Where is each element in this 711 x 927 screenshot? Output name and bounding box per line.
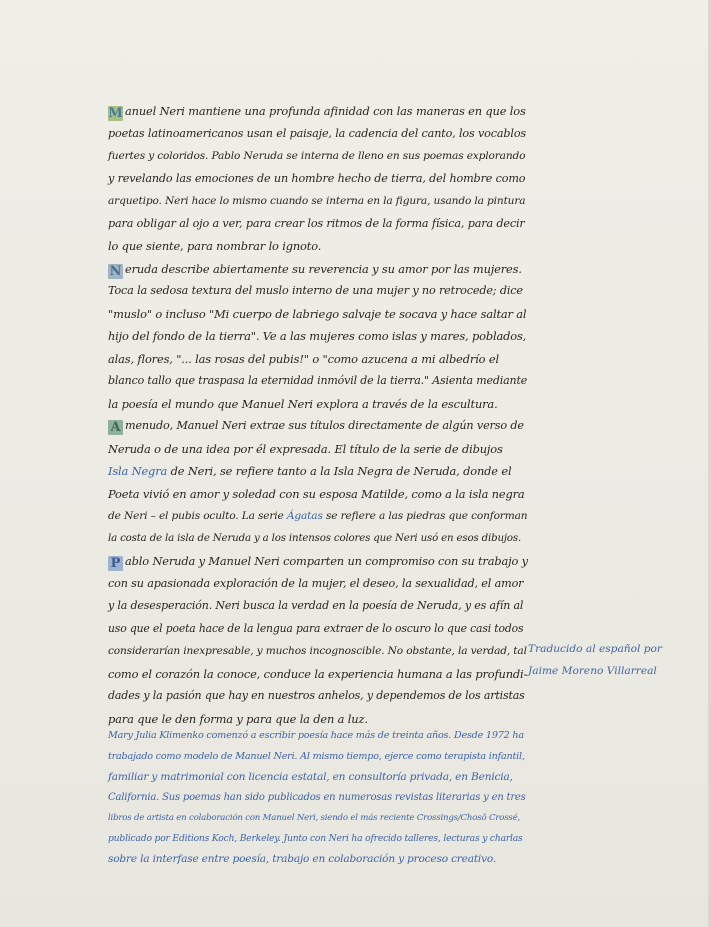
translator-name: Jaime Moreno Villarreal <box>528 665 657 677</box>
bio-line: Mary Julia Klimenko comenzó a escribir poesía hace más de treinta años. Desde 1972 ha <box>108 730 524 741</box>
essay-text: eruda describe abiertamente su reverencia y su amor por las mujeres. <box>125 261 522 276</box>
essay-line <box>108 550 528 573</box>
essay-line <box>108 258 528 281</box>
illuminated-initial-n: N <box>109 263 122 279</box>
essay-line: para obligar al ojo a ver, para crear los ritmos de la forma física, para decir <box>108 216 525 230</box>
essay-line: para que le den forma y para que la den a luz. <box>108 711 368 726</box>
essay-line <box>108 415 528 438</box>
essay-text: se refiere a las piedras que conforman <box>322 510 528 522</box>
essay-text: menudo, Manuel Neri extrae sus títulos directamente de algún verso de <box>125 419 524 432</box>
illuminated-initial-m: M <box>108 106 123 121</box>
bio-line: familiar y matrimonial con licencia estatal, en consultoría privada, en Benicia, <box>108 771 513 783</box>
essay-line: con su apasionada exploración de la mujer, el deseo, la sexualidad, el amor <box>108 576 524 590</box>
bio-text: libros de artista en colaboración con Manuel Neri, siendo el más reciente <box>108 813 415 823</box>
main-essay <box>108 100 528 730</box>
translation-credit-line: Traducido al español por <box>528 643 662 655</box>
essay-line: la costa de la isla de Neruda y a los intensos colores que Neri usó en esos dibujos. <box>108 532 522 544</box>
bio-line: trabajado como modelo de Manuel Neri. Al mismo tiempo, ejerce como terapista infantil, <box>108 750 525 762</box>
essay-line: Neruda o de una idea por él expresada. El título de la serie de dibujos <box>108 441 503 456</box>
essay-line: arquetipo. Neri hace lo mismo cuando se interna en la figura, usando la pintura <box>108 195 526 207</box>
essay-text: ablo Neruda y Manuel Neri comparten un compromiso con su trabajo y <box>125 554 528 568</box>
essay-text: anuel Neri mantiene una profunda afinidad con las maneras en que los <box>125 104 526 118</box>
essay-line: hijo del fondo de la tierra". Ve a las mujeres como islas y mares, poblados, <box>108 329 527 343</box>
bio-line: sobre la interfase entre poesía, trabajo en colaboración y proceso creativo. <box>108 853 497 865</box>
essay-line: la poesía el mundo que Manuel Neri explora a través de la escultura. <box>108 396 498 411</box>
essay-line: considerarían inexpresable, y muchos incognoscible. No obstante, la verdad, tal <box>108 645 527 657</box>
essay-line: lo que siente, para nombrar lo ignoto. <box>108 239 322 253</box>
essay-line <box>108 505 528 528</box>
essay-line: alas, flores, "... las rosas del pubis!" o "como azucena a mi albedrío el <box>108 351 499 366</box>
essay-line: como el corazón la conoce, conduce la experiencia humana a las profundi- <box>108 666 528 681</box>
essay-text: de Neri, se refiere tanto a la Isla Negra de Neruda, donde el <box>170 464 512 478</box>
bio-line: California. Sus poemas han sido publicados en numerosas revistas literarias y en tres <box>108 791 526 803</box>
translation-credit <box>528 638 678 682</box>
bio-line <box>108 808 528 829</box>
essay-line: dades y la pasión que hay en nuestros anhelos, y dependemos de los artistas <box>108 689 525 702</box>
essay-line: poetas latinoamericanos usan el paisaje, la cadencia del canto, los vocablos <box>108 126 527 140</box>
book-title-crossings: Crossings/Chosŏ Crossé, <box>416 813 521 823</box>
essay-line: blanco tallo que traspasa la eternidad inmóvil de la tierra." Asienta mediante <box>108 374 528 387</box>
essay-line: y la desesperación. Neri busca la verdad en la poesía de Neruda, y es afín al <box>108 599 524 612</box>
series-title-agatas: Ágatas <box>286 510 323 522</box>
essay-text: de Neri – el pubis oculto. La serie <box>108 510 287 522</box>
essay-line: "muslo" o incluso "Mi cuerpo de labriego salvaje te socava y hace saltar al <box>108 306 527 321</box>
essay-line <box>108 100 528 123</box>
series-title-isla-negra: Isla Negra <box>108 464 168 478</box>
illuminated-initial-p: P <box>108 556 123 571</box>
author-bio <box>108 726 528 870</box>
essay-line: uso que el poeta hace de la lengua para extraer de lo oscuro lo que casi todos <box>108 621 524 635</box>
essay-line: Toca la sedosa textura del muslo interno de una mujer y no retrocede; dice <box>108 284 523 297</box>
bio-line: publicado por Editions Koch, Berkeley. Junto con Neri ha ofrecido talleres, lecturas y charlas <box>108 832 523 844</box>
essay-line <box>108 460 528 483</box>
essay-line: Poeta vivió en amor y soledad con su esposa Matilde, como a la isla negra <box>108 486 525 501</box>
essay-line: fuertes y coloridos. Pablo Neruda se interna de lleno en sus poemas explorando <box>108 150 526 162</box>
essay-line: y revelando las emociones de un hombre hecho de tierra, del hombre como <box>108 171 526 185</box>
illuminated-initial-a: A <box>108 420 123 435</box>
